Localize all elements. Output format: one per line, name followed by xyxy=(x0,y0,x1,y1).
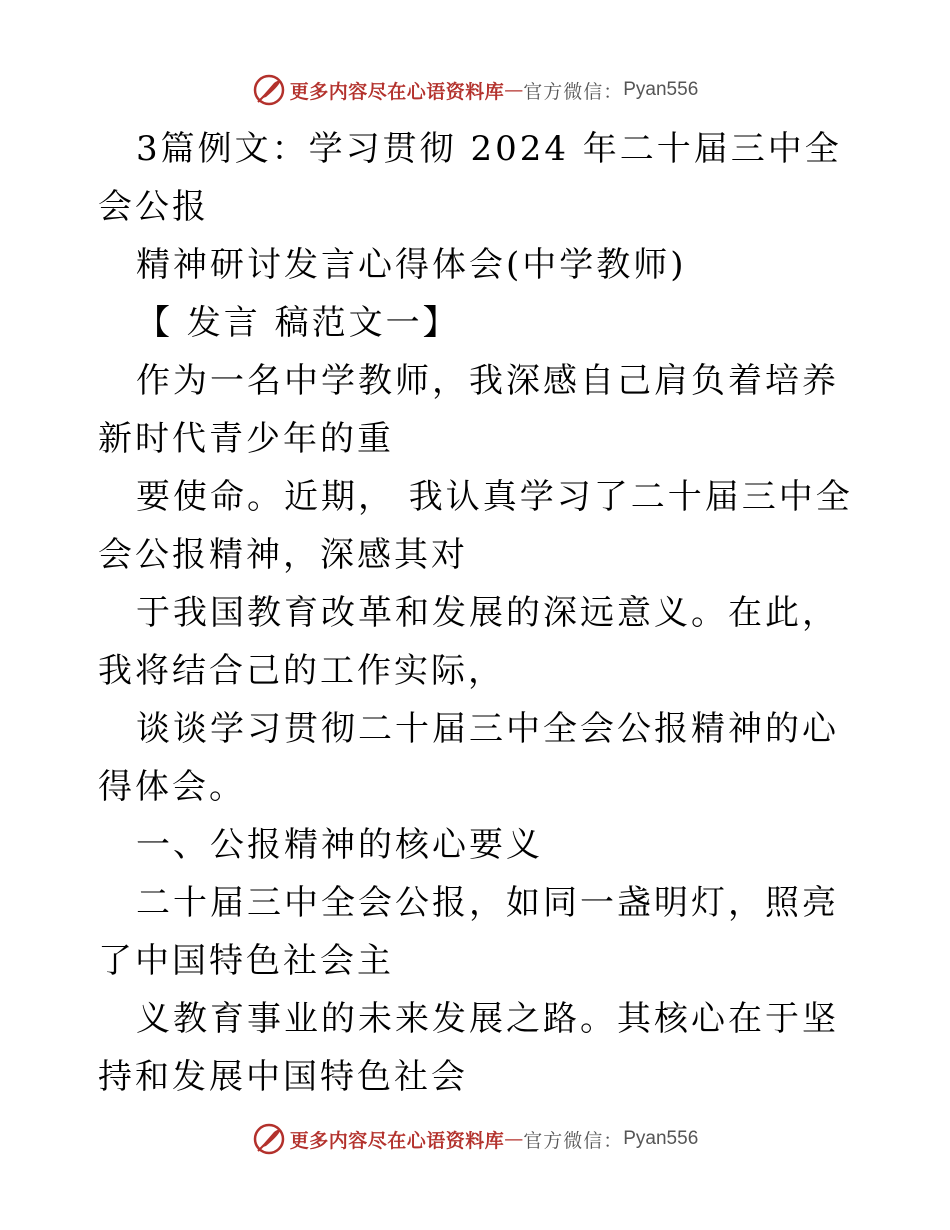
doc-section-heading: 【 发言 稿范文一】 xyxy=(136,303,460,343)
doc-title-line-2: 精神研讨发言心得体会(中学教师) xyxy=(136,245,687,285)
watermark-separator: — xyxy=(504,79,524,101)
watermark-wechat-label: 官方微信： xyxy=(523,1129,624,1152)
doc-paragraph: 作为一名中学教师，我深感自己肩负着培养新时代青少年的重 xyxy=(98,361,839,459)
watermark-wechat-label: 官方微信： xyxy=(523,80,624,103)
doc-subheading: 一、公报精神的核心要义 xyxy=(136,825,543,865)
doc-paragraph: 二十届三中全会公报，如同一盏明灯，照亮了中国特色社会主 xyxy=(98,883,839,981)
document-body xyxy=(98,120,858,1106)
doc-paragraph: 义教育事业的未来发展之路。其核心在于坚持和发展中国特色社会 xyxy=(98,999,839,1097)
header-watermark xyxy=(0,70,950,110)
watermark-wechat-id: Pyan556 xyxy=(623,79,699,100)
feather-pen-logo-icon xyxy=(252,1122,286,1156)
footer-watermark xyxy=(0,1119,950,1159)
doc-paragraph: 要使命。近期， 我认真学习了二十届三中全会公报精神，深感其对 xyxy=(98,477,853,575)
watermark-site-text: 更多内容尽在心语资料库 xyxy=(289,80,505,103)
watermark-separator: — xyxy=(504,1128,524,1150)
doc-paragraph: 谈谈学习贯彻二十届三中全会公报精神的心得体会。 xyxy=(98,709,839,807)
doc-paragraph: 于我国教育改革和发展的深远意义。在此，我将结合己的工作实际， xyxy=(98,593,839,691)
feather-pen-logo-icon xyxy=(252,73,286,107)
watermark-site-text: 更多内容尽在心语资料库 xyxy=(289,1129,505,1152)
watermark-wechat-id: Pyan556 xyxy=(623,1128,699,1149)
doc-title-line-1: 3篇例文：学习贯彻 2024 年二十届三中全会公报 xyxy=(98,129,842,227)
